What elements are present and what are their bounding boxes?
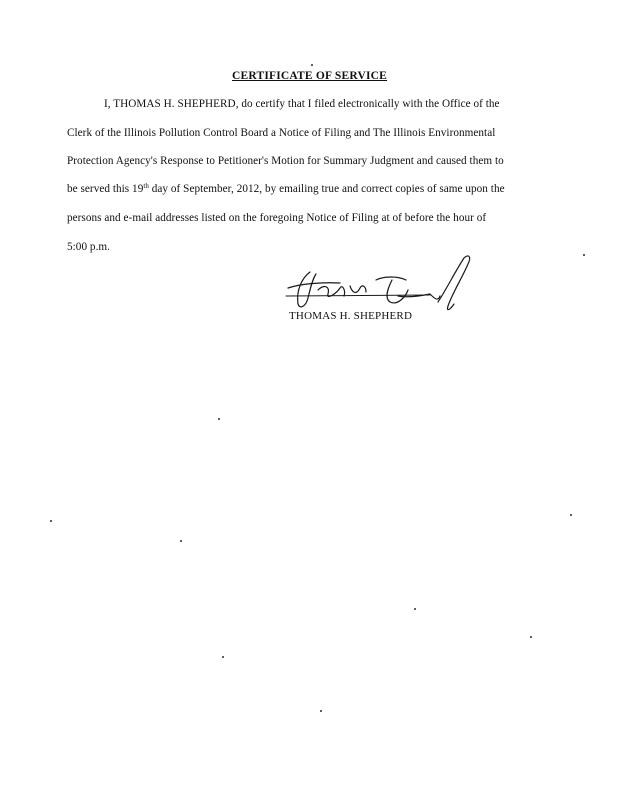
paragraph-line-3: Protection Agency's Response to Petitioner's Motion for Summary Judgment and caused them to <box>67 155 504 167</box>
certificate-title: CERTIFICATE OF SERVICE <box>231 70 388 82</box>
date-text-prefix: be served this 19 <box>67 183 144 195</box>
scan-speck <box>218 418 220 420</box>
scan-speck <box>530 636 532 638</box>
scan-speck <box>414 608 416 610</box>
signatory-name: THOMAS H. SHEPHERD <box>289 310 413 322</box>
paragraph-line-2: Clerk of the Illinois Pollution Control Board a Notice of Filing and The Illinois Environmental <box>67 127 496 139</box>
scan-speck <box>583 254 585 256</box>
date-text-suffix: day of September, 2012, by emailing true and correct copies of same upon the <box>148 183 505 195</box>
paragraph-line-1: I, THOMAS H. SHEPHERD, do certify that I filed electronically with the Office of the <box>104 98 500 110</box>
scan-speck <box>180 540 182 542</box>
paragraph-line-4 <box>67 183 505 195</box>
date-ordinal-suffix: th <box>143 182 149 190</box>
paragraph-line-5: persons and e-mail addresses listed on the foregoing Notice of Filing at of before the hour of <box>67 212 487 224</box>
scan-speck <box>570 514 572 516</box>
scan-speck <box>320 710 322 712</box>
scan-speck <box>50 520 52 522</box>
scan-speck <box>311 64 313 66</box>
paragraph-line-6: 5:00 p.m. <box>67 241 111 253</box>
scan-speck <box>222 656 224 658</box>
